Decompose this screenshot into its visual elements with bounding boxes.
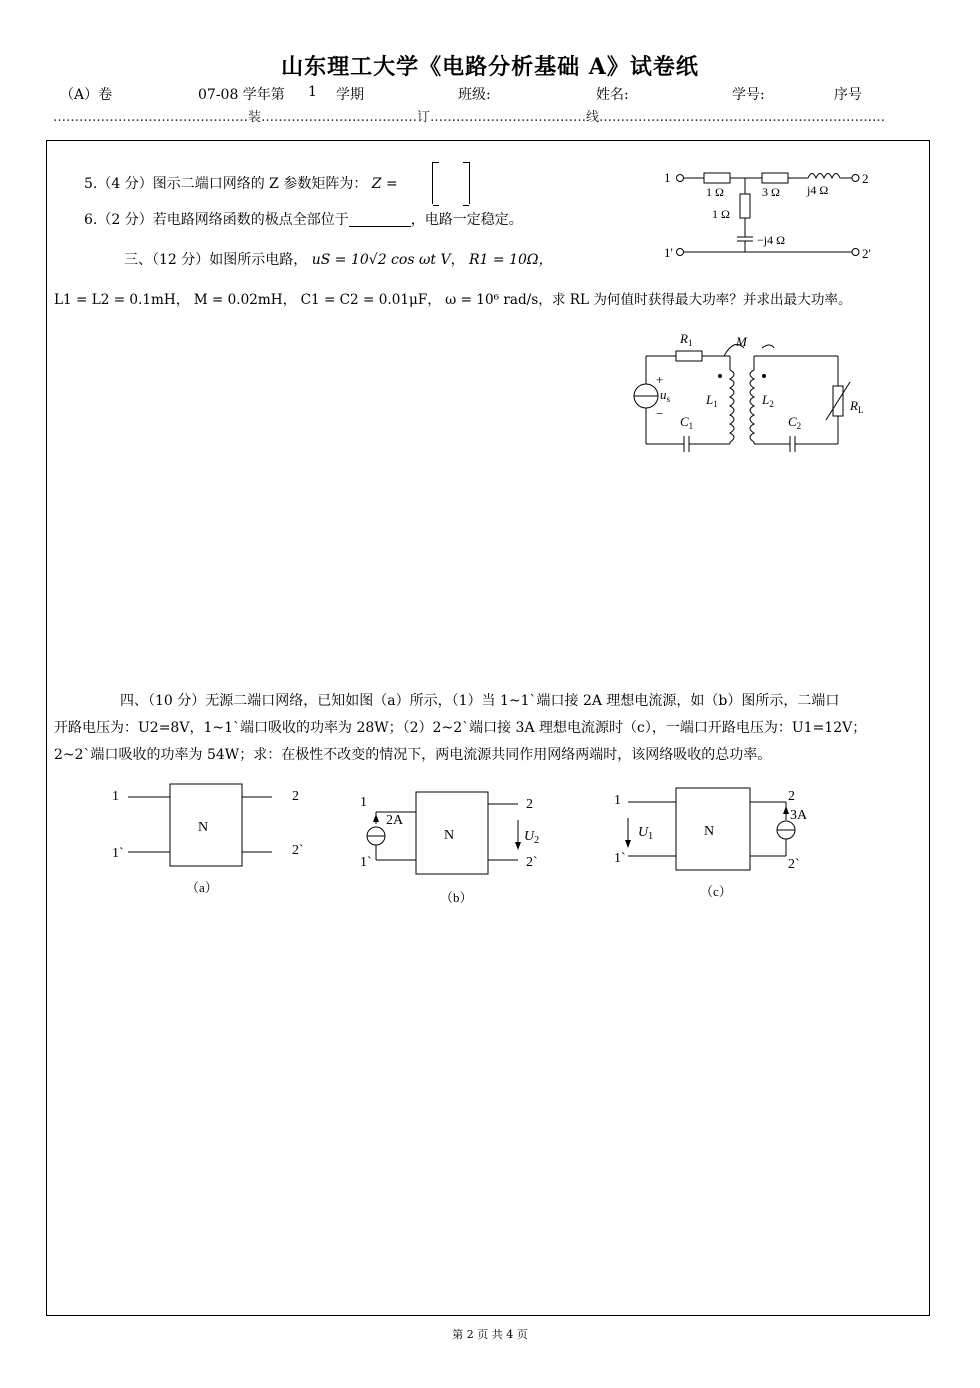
class-label: 班级: bbox=[458, 87, 491, 103]
figure-a bbox=[100, 780, 320, 900]
question-5-text: 5.（4 分）图示二端口网络的 Z 参数矩阵为： bbox=[84, 176, 368, 192]
l1-label: $L_1$ bbox=[706, 392, 718, 409]
port-node-2p: 2' bbox=[862, 246, 871, 261]
inductor-label: j4 Ω bbox=[807, 183, 829, 197]
c2-label: $C_2$ bbox=[788, 414, 802, 431]
fig-b-u2-label: $U_2$ bbox=[524, 829, 540, 846]
question-4-line-3: 2~2`端口吸收的功率为 54W；求：在极性不改变的情况下，两电流源共同作用网络两端时，该网络吸收的总功率。 bbox=[54, 747, 772, 763]
port-node-1p: 1' bbox=[664, 245, 673, 260]
source-formula: uS = 10√2 cos ωt V bbox=[311, 252, 451, 268]
question-4 bbox=[54, 688, 924, 769]
fig-b-caption: （b） bbox=[440, 890, 473, 905]
fig-c-u1-label: $U_1$ bbox=[638, 825, 654, 842]
source-label: $u_s$ bbox=[660, 387, 671, 404]
question-6-text-before: 6.（2 分）若电路网络函数的极点全部位于 bbox=[84, 212, 349, 228]
page-footer: 第 2 页 共 4 页 bbox=[452, 1328, 528, 1341]
c1-label: $C_1$ bbox=[680, 414, 694, 431]
series-resistor-3-label: 3 Ω bbox=[762, 185, 780, 199]
mutual-inductance-figure bbox=[624, 326, 874, 466]
fig-b-node-1p: 1` bbox=[360, 855, 372, 870]
figure-c bbox=[604, 780, 834, 906]
fig-c-box-label: N bbox=[704, 824, 715, 839]
question-5 bbox=[84, 174, 398, 194]
question-3-prefix: 三、（12 分）如图所示电路， bbox=[124, 252, 308, 268]
term-number: 1 bbox=[308, 84, 317, 100]
fig-c-node-1p: 1` bbox=[614, 851, 626, 866]
fig-b-node-1: 1 bbox=[360, 795, 367, 810]
z-network-figure bbox=[660, 160, 890, 270]
fig-a-node-2: 2 bbox=[292, 789, 299, 804]
fig-c-node-1: 1 bbox=[614, 793, 621, 808]
fig-a-caption: （a） bbox=[186, 880, 218, 895]
port-node-1: 1 bbox=[664, 170, 671, 185]
fig-a-node-1p: 1` bbox=[112, 846, 124, 861]
question-4-line-2: 开路电压为：U2=8V，1~1`端口吸收的功率为 28W；（2）2~2`端口接 3A 理想电流源时（c），一端口开路电压为：U1=12V； bbox=[54, 720, 867, 736]
name-label: 姓名: bbox=[596, 87, 629, 103]
r1-value: R1 = 10Ω， bbox=[469, 252, 553, 268]
question-3-line-2: L1 = L2 = 0.1mH， M = 0.02mH， C1 = C2 = 0.01μF， ω = 10⁶ rad/s，求 RL 为何值时获得最大功率？并求出最大功率。 bbox=[54, 292, 852, 308]
fig-c-source-label: 3A bbox=[790, 808, 808, 823]
fig-a-box-label: N bbox=[198, 820, 209, 835]
term-label: 学期 bbox=[336, 87, 364, 103]
question-4-line-1: 四、（10 分）无源二端口网络，已知如图（a）所示，（1）当 1~1`端口接 2A 理想电流源，如（b）图所示，二端口 bbox=[120, 693, 840, 709]
capacitor-label: −j4 Ω bbox=[757, 233, 786, 247]
fig-c-caption: （c） bbox=[700, 884, 732, 899]
port-node-2: 2 bbox=[862, 171, 869, 186]
fig-b-node-2p: 2` bbox=[526, 855, 538, 870]
school-year: 07-08 学年第 bbox=[198, 87, 285, 103]
rl-label: $R_L$ bbox=[850, 398, 864, 415]
question-3-line-1: 三、（12 分）如图所示电路， uS = 10√2 cos ωt V， R1 = 10Ω， bbox=[124, 252, 553, 268]
z-matrix-blank bbox=[432, 162, 470, 204]
binding-line: ………………………………………装………………………………订………………………………线………………………………………………………… bbox=[53, 110, 885, 125]
seq-label: 序号 bbox=[834, 87, 862, 103]
paper-type: （A）卷 bbox=[60, 87, 113, 103]
fig-b-node-2: 2 bbox=[526, 797, 533, 812]
mutual-m-label: M bbox=[736, 334, 747, 349]
fig-b-source-label: 2A bbox=[386, 813, 404, 828]
exam-title: 山东理工大学《电路分析基础 A》试卷纸 bbox=[281, 54, 699, 80]
fig-a-node-2p: 2` bbox=[292, 843, 304, 858]
shunt-resistor-label: 1 Ω bbox=[712, 207, 730, 221]
fig-c-node-2p: 2` bbox=[788, 857, 800, 872]
fig-a-node-1: 1 bbox=[112, 789, 119, 804]
z-equation: Z = bbox=[371, 176, 398, 192]
fig-b-box-label: N bbox=[444, 828, 455, 843]
source-plus: + bbox=[656, 372, 664, 387]
question-6 bbox=[84, 210, 523, 230]
figure-b bbox=[354, 784, 574, 914]
fig-c-node-2: 2 bbox=[788, 789, 795, 804]
answer-blank bbox=[349, 212, 411, 227]
l2-label: $L_2$ bbox=[762, 392, 774, 409]
source-minus: − bbox=[656, 406, 664, 421]
question-6-text-after: ，电路一定稳定。 bbox=[410, 212, 523, 228]
series-resistor-1-label: 1 Ω bbox=[706, 185, 724, 199]
r1-label: $R_1$ bbox=[680, 331, 693, 348]
student-id-label: 学号: bbox=[732, 87, 765, 103]
